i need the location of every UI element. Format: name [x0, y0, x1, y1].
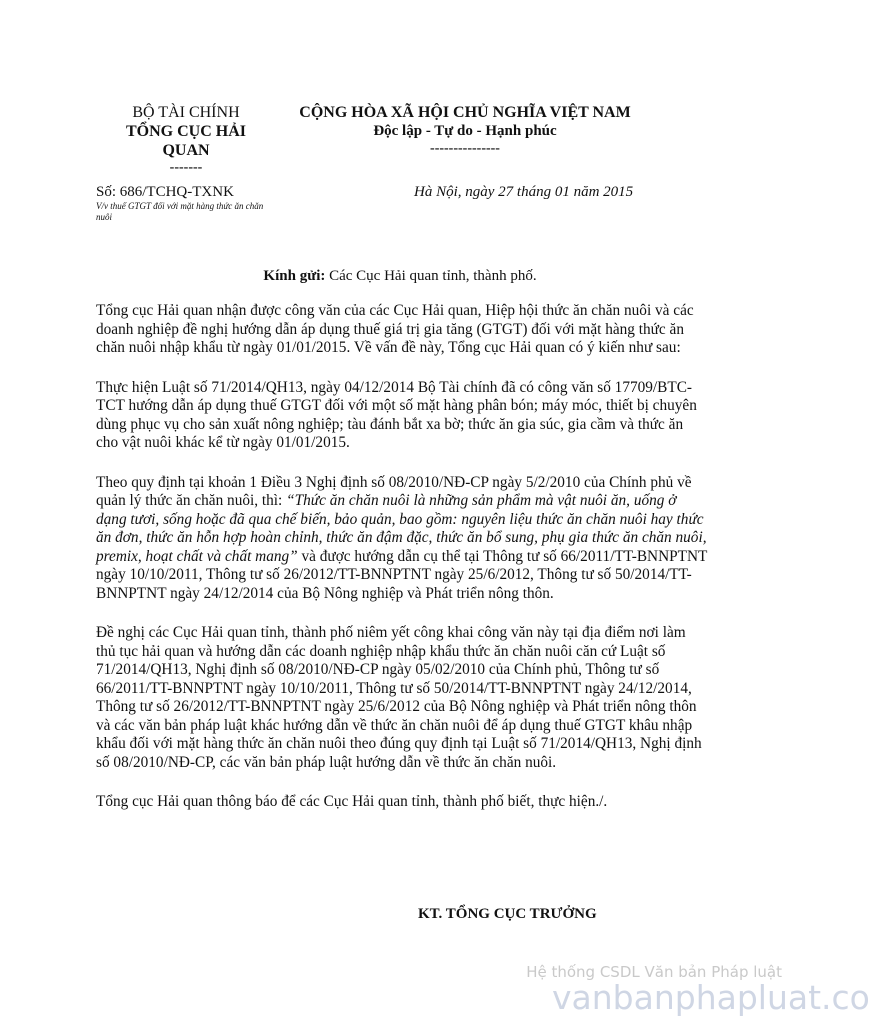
paragraph-3-end: và được hướng dẫn cụ thể tại Thông tư số 66/2011/TT-BNNPTNT ngày 10/10/2011, Thông tư số 26/2012/TT-BNNPTNT ngày 25/6/2012, Thông tư số 50/2014/TT-BNNPTNT ngày 24/12/2014 của Bộ Nông nghiệp và Phát triển nông thôn. [96, 547, 708, 602]
nation-title: CỘNG HÒA XÃ HỘI CHỦ NGHĨA VIỆT NAM [299, 104, 631, 121]
signer-title: KT. TỔNG CỤC TRƯỞNG [418, 906, 597, 922]
body-paragraph-2: Thực hiện Luật số 71/2014/QH13, ngày 04/12/2014 Bộ Tài chính đã có công văn số 17709/BTC-TCT hướng dẫn áp dụng thuế GTGT đối với một số mặt hàng phân bón; máy móc, thiết bị chuyên dùng phục vụ cho sản xuất nông nghiệp; tàu đánh bắt xa bờ; thức ăn gia súc, gia cầm và thức ăn cho vật nuôi khác kể từ ngày 01/01/2015. [96, 378, 697, 451]
watermark-caption: Hệ thống CSDL Văn bản Pháp luật [526, 963, 782, 981]
left-separator: ------- [169, 160, 203, 175]
document-body [96, 302, 708, 833]
right-separator: --------------- [430, 141, 500, 156]
department-name-line2: QUAN [162, 142, 210, 159]
body-paragraph-5: Tổng cục Hải quan thông báo để các Cục Hải quan tỉnh, thành phố biết, thực hiện./. [96, 793, 608, 810]
legal-definition-quote: “Thức ăn chăn nuôi là những sản phẩm mà vật nuôi ăn, uống ở dạng tươi, sống hoặc đã qua chế biến, bảo quản, bao gồm: nguyên liệu thức ăn chăn nuôi hay thức ăn đơn, thức ăn hỗn hợp hoàn chỉnh, thức ăn đậm đặc, thức ăn bổ sung, phụ gia thức ăn chăn nuôi, premix, hoạt chất và chất mang” [96, 492, 707, 565]
recipient-text: Các Cục Hải quan tỉnh, thành phố. [325, 268, 537, 284]
ministry-name: BỘ TÀI CHÍNH [132, 104, 240, 121]
recipient-label: Kính gửi: [263, 268, 326, 284]
recipient-line [0, 268, 800, 285]
national-title-block [290, 103, 640, 157]
watermark-site: vanbanphapluat.co [552, 978, 870, 1017]
document-date: Hà Nội, ngày 27 tháng 01 năm 2015 [414, 184, 634, 200]
document-number: Số: 686/TCHQ-TXNK [96, 184, 234, 200]
body-paragraph-4: Đề nghị các Cục Hải quan tỉnh, thành phố niêm yết công khai công văn này tại địa điểm nơi làm thủ tục hải quan và hướng dẫn các doanh nghiệp nhập khẩu thức ăn chăn nuôi căn cứ Luật số 71/2014/QH13, Nghị định số 08/2010/NĐ-CP ngày 05/02/2010 của Chính phủ, Thông tư số 66/2011/TT-BNNPTNT ngày 10/10/2011, Thông tư số 50/2014/TT-BNNPTNT ngày 24/12/2014, Thông tư số 26/2012/TT-BNNPTNT ngày 25/6/2012 của Bộ Nông nghiệp và Phát triển nông thôn và các văn bản pháp luật khác hướng dẫn về thức ăn chăn nuôi để áp dụng thuế GTGT khâu nhập khẩu đối với mặt hàng thức ăn chăn nuôi theo đúng quy định tại Luật số 71/2014/QH13, Nghị định số 08/2010/NĐ-CP, các văn bản pháp luật hướng dẫn về thức ăn chăn nuôi. [96, 624, 702, 771]
issuing-agency-block [96, 103, 276, 176]
body-paragraph-3 [96, 474, 708, 604]
document-subject: V/v thuế GTGT đối với mặt hàng thức ăn chăn nuôi [96, 201, 264, 222]
national-motto: Độc lập - Tự do - Hạnh phúc [373, 123, 557, 139]
department-name-line1: TỔNG CỤC HẢI [125, 123, 246, 140]
body-paragraph-1: Tổng cục Hải quan nhận được công văn của các Cục Hải quan, Hiệp hội thức ăn chăn nuôi và các doanh nghiệp đề nghị hướng dẫn áp dụng thuế giá trị gia tăng (GTGT) đối với mặt hàng thức ăn chăn nuôi nhập khẩu từ ngày 01/01/2015. Về vấn đề này, Tổng cục Hải quan có ý kiến như sau: [96, 302, 694, 356]
paragraph-3-start: Theo quy định tại khoản 1 Điều 3 Nghị định số 08/2010/NĐ-CP ngày 5/2/2010 của Chính phủ về quản lý thức ăn chăn nuôi, thì: [96, 473, 692, 509]
